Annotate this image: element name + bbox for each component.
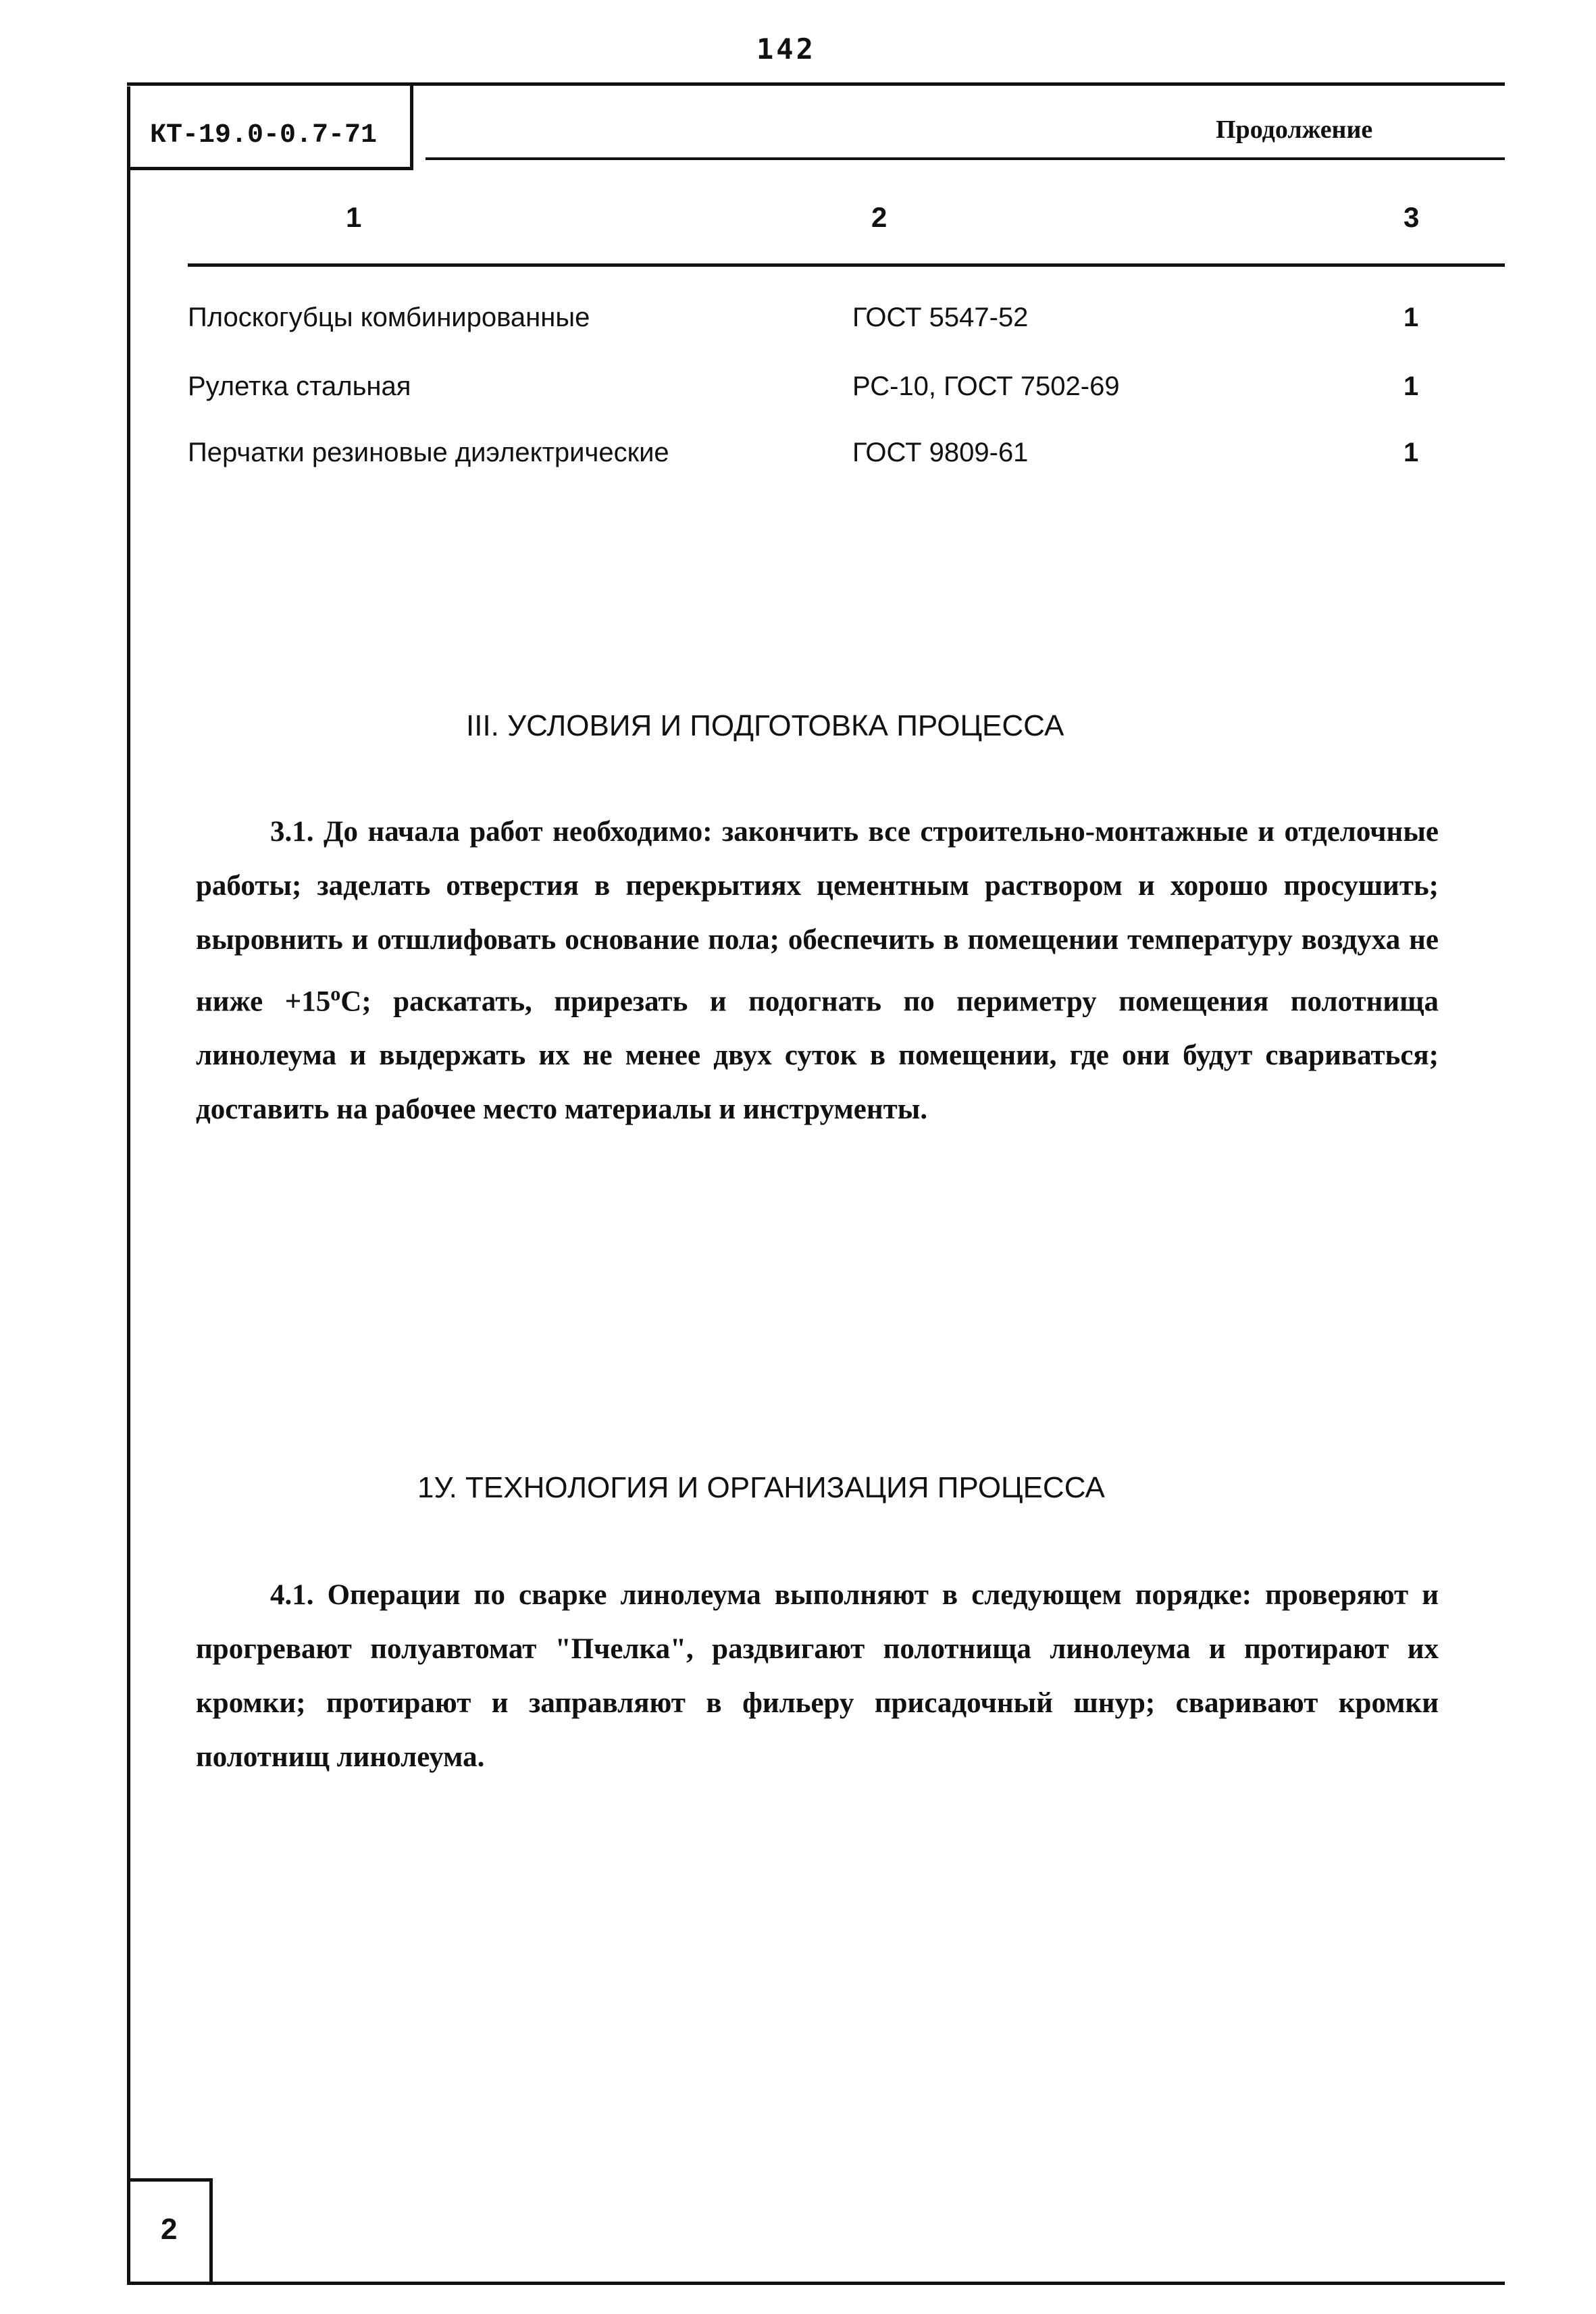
- item-name: Перчатки резиновые диэлектрические: [188, 438, 669, 467]
- item-standard: РС-10, ГОСТ 7502-69: [852, 371, 1120, 401]
- table-row: [0, 303, 1596, 343]
- continuation-label: Продолжение: [1216, 115, 1373, 144]
- table-row: [0, 371, 1596, 412]
- degree-sign: o: [330, 983, 341, 1005]
- item-quantity: 1: [1404, 438, 1419, 467]
- column-header-1: 1: [346, 201, 362, 233]
- paragraph-number: 3.1.: [270, 816, 314, 848]
- paragraph-number: 4.1.: [270, 1579, 314, 1611]
- paragraph-text: Операции по сварке линолеума выполняют в следующем порядке: проверяют и прогревают полуавтомат "Пчелка", раздвигают полотнища линолеума и протирают их кромки; протирают и заправляют в фильеру присадочный шнур; сваривают кромки полотнищ линолеума.: [196, 1579, 1439, 1773]
- section-3-heading: III. УСЛОВИЯ И ПОДГОТОВКА ПРОЦЕССА: [466, 709, 1064, 742]
- paragraph-text-continued: С; раскатать, прирезать и подогнать по периметру помещения полотнища линолеума и выдержать их не менее двух суток в помещении, где они будут свариваться; доставить на рабочее место материалы и инструменты.: [196, 985, 1439, 1126]
- item-quantity: 1: [1404, 303, 1419, 332]
- frame-bottom-rule: [127, 2282, 1505, 2285]
- section-4-heading: 1У. ТЕХНОЛОГИЯ И ОРГАНИЗАЦИЯ ПРОЦЕССА: [417, 1471, 1105, 1504]
- sheet-number: 2: [161, 2213, 178, 2246]
- column-header-3: 3: [1404, 201, 1420, 233]
- item-standard: ГОСТ 5547-52: [852, 303, 1029, 332]
- page-number: 142: [756, 32, 816, 66]
- column-header-2: 2: [871, 201, 887, 233]
- table-row: [0, 438, 1596, 478]
- item-standard: ГОСТ 9809-61: [852, 438, 1029, 467]
- table-header-rule: [188, 263, 1505, 267]
- frame-left-rule: [127, 86, 130, 2282]
- item-quantity: 1: [1404, 371, 1419, 401]
- document-code: КТ-19.0-0.7-71: [150, 120, 378, 151]
- paragraph-text: До начала работ необходимо: закончить все строительно-монтажные и отделочные работы; заделать отверстия в перекрытиях цементным раствором и хорошо просушить; выровнить и отшлифовать основание пола; обеспечить в помещении температуру воздуха не ниже +15: [196, 816, 1439, 1018]
- item-name: Рулетка стальная: [188, 371, 411, 401]
- item-name: Плоскогубцы комбинированные: [188, 303, 590, 332]
- section-4-paragraph: [196, 1568, 1439, 1784]
- header-rule: [426, 157, 1505, 160]
- section-3-paragraph: [196, 805, 1439, 1137]
